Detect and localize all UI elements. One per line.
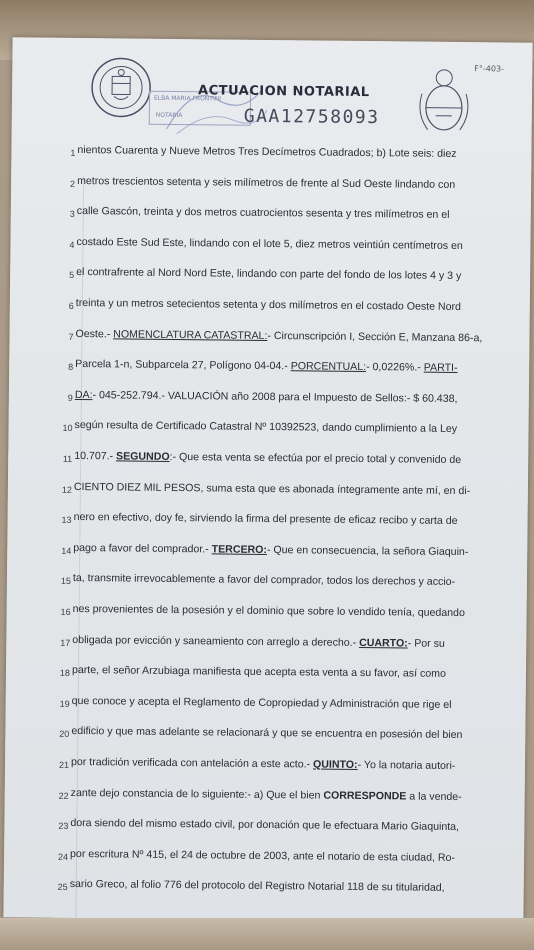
line-segment: edificio y que mas adelante se relacionará y que se encuentra en posesión del bien — [71, 725, 463, 742]
line-number: 13 — [61, 515, 72, 526]
line-segment: dora siendo del mismo estado civil, por donación que le efectuara Mario Giaquinta, — [70, 817, 460, 834]
line-segment: pago a favor del comprador.- — [73, 541, 212, 556]
stamp-name: ELBA MARIA FRONTINI — [153, 94, 222, 103]
line-segment: parte, el señor Arzubiaga manifiesta que acepta esta venta a su favor, así como — [71, 664, 446, 681]
line-number: 16 — [60, 606, 71, 617]
line-segment: - Yo la notaria autori- — [357, 758, 456, 772]
line-number: 8 — [68, 362, 74, 373]
line-segment: obligada por evicción y saneamiento con arreglo a derecho.- — [72, 633, 360, 649]
document-line — [70, 848, 455, 870]
line-segment: nero en efectivo, doy fe, sirviendo la firma del presente de eficaz recibo y carta de — [73, 511, 458, 528]
line-segment: TERCERO: — [211, 543, 268, 556]
line-number: 3 — [69, 209, 75, 220]
line-segment: calle Gascón, treinta y dos metros cuatrocientos sesenta y tres milímetros en el — [76, 205, 450, 222]
line-number: 11 — [62, 453, 73, 464]
line-number: 10 — [62, 423, 73, 434]
document-line — [74, 419, 457, 441]
coat-of-arms-icon — [414, 64, 475, 143]
document-line — [77, 205, 450, 227]
desk-bottom — [0, 918, 534, 950]
line-segment: sario Greco, al folio 776 del protocolo del Registro Notarial 118 de su titularidad, — [69, 878, 445, 895]
line-number: 23 — [58, 821, 69, 832]
line-number: 5 — [69, 270, 75, 281]
document-line — [74, 450, 461, 472]
line-segment: por escritura Nº 415, el 24 de octubre de 2003, ante el notario de esta ciudad, Ro- — [70, 847, 456, 864]
document-line — [70, 878, 445, 900]
line-segment: zante dejo constancia de lo siguiente:- a) Que el bien — [70, 786, 324, 802]
line-number: 12 — [61, 484, 72, 495]
line-segment: el contrafrente al Nord Nord Este, lindando con parte del fondo de los lotes 4 y 3 y — [76, 266, 462, 283]
document-line — [71, 725, 462, 747]
line-segment: que conoce y acepta el Reglamento de Copropiedad y Administración que rige el — [71, 694, 452, 711]
line-segment: por tradición verificada con antelación a este acto.- — [70, 755, 314, 771]
line-segment: a la vende- — [406, 790, 462, 803]
document-line — [72, 695, 452, 717]
document-line — [77, 144, 456, 166]
document-line — [75, 358, 458, 380]
line-segment: según resulta de Certificado Catastral Nº 10392523, dando cumplimiento a la Ley — [74, 419, 458, 436]
line-segment: Parcela 1-n, Subparcela 27, Polígono 04-04.- — [75, 358, 291, 373]
line-segment: CIENTO DIEZ MIL PESOS, suma esta que es abonada íntegramente ante mí, en di- — [73, 480, 471, 497]
line-number: 25 — [57, 882, 68, 893]
line-segment: QUINTO: — [312, 758, 358, 771]
line-segment: Oeste.- — [75, 327, 114, 340]
line-segment: metros trescientos setenta y seis milímetros de frente al Sud Oeste lindando con — [77, 174, 456, 191]
line-segment: CUARTO: — [359, 636, 408, 650]
line-segment: :- Que esta venta se efectúa por el precio total y convenido de — [169, 450, 462, 467]
line-segment: NOMENCLATURA CATASTRAL: — [113, 327, 268, 342]
serial-number: GAA12758093 — [243, 105, 380, 129]
folio-number: F°-403- — [474, 64, 505, 74]
line-segment: PORCENTUAL: — [290, 360, 367, 374]
document-line — [70, 817, 459, 839]
line-number: 15 — [60, 576, 71, 587]
document-line — [76, 266, 461, 288]
line-number: 4 — [69, 239, 75, 250]
line-number: 20 — [59, 729, 70, 740]
document-line — [72, 664, 446, 686]
line-segment: - 045-252.794.- VALUACIÓN año 2008 para el Impuesto de Sellos:- $ 60.438, — [92, 388, 458, 405]
line-segment: - Que en consecuencia, la señora Giaquin- — [266, 543, 469, 558]
line-segment: ta, transmite irrevocablemente a favor del comprador, todos los derechos y accio- — [72, 572, 456, 589]
line-number: 14 — [61, 545, 72, 556]
line-number: 18 — [59, 668, 71, 679]
document-line — [76, 236, 462, 258]
document-line — [75, 389, 458, 411]
line-segment: - Circunscripción I, Sección E, Manzana 86-a, — [267, 329, 483, 344]
document-line — [73, 542, 468, 564]
line-segment: CORRESPONDE — [323, 789, 407, 803]
line-segment: DA: — [74, 388, 93, 401]
document-line — [76, 297, 461, 319]
line-segment: 10.707.- — [74, 449, 117, 463]
line-segment: SEGUNDO — [116, 450, 170, 463]
line-number: 9 — [67, 392, 73, 403]
notary-seal-icon — [90, 56, 153, 119]
line-segment: PARTI- — [423, 361, 458, 375]
line-number: 22 — [58, 790, 69, 801]
document-line — [71, 756, 456, 778]
line-number: 1 — [70, 147, 76, 158]
document-line — [73, 603, 465, 625]
document-line — [72, 634, 445, 656]
line-segment: treinta y un metros setecientos setenta y dos milímetros en el costado Oeste Nord — [75, 296, 461, 314]
document-line — [73, 572, 455, 594]
document-line — [77, 175, 455, 197]
line-segment: nientos Cuarenta y Nueve Metros Tres Decímetros Cuadrados; b) Lote seis: diez — [77, 143, 457, 160]
document-line — [75, 328, 482, 350]
line-number: 21 — [58, 759, 70, 770]
line-segment: - Por su — [407, 637, 445, 650]
line-number: 24 — [57, 851, 69, 862]
line-number: 6 — [68, 300, 74, 311]
line-segment: - 0,0226%.- — [366, 361, 424, 374]
line-number: 7 — [68, 331, 74, 342]
document-line — [73, 511, 457, 533]
document-title: ACTUACION NOTARIAL — [197, 83, 370, 101]
document-line — [74, 481, 470, 503]
line-number: 19 — [59, 698, 70, 709]
line-segment: nes provenientes de la posesión y el dominio que sobre lo vendido tenía, quedando — [72, 602, 465, 620]
line-number: 2 — [70, 178, 76, 189]
notarial-document-page — [3, 37, 532, 922]
stamp-role: NOTARIA — [155, 111, 183, 120]
line-segment: costado Este Sud Este, lindando con el lote 5, diez metros veintiún centímetros en — [76, 235, 463, 252]
document-line — [71, 787, 462, 809]
line-number: 17 — [60, 637, 71, 648]
